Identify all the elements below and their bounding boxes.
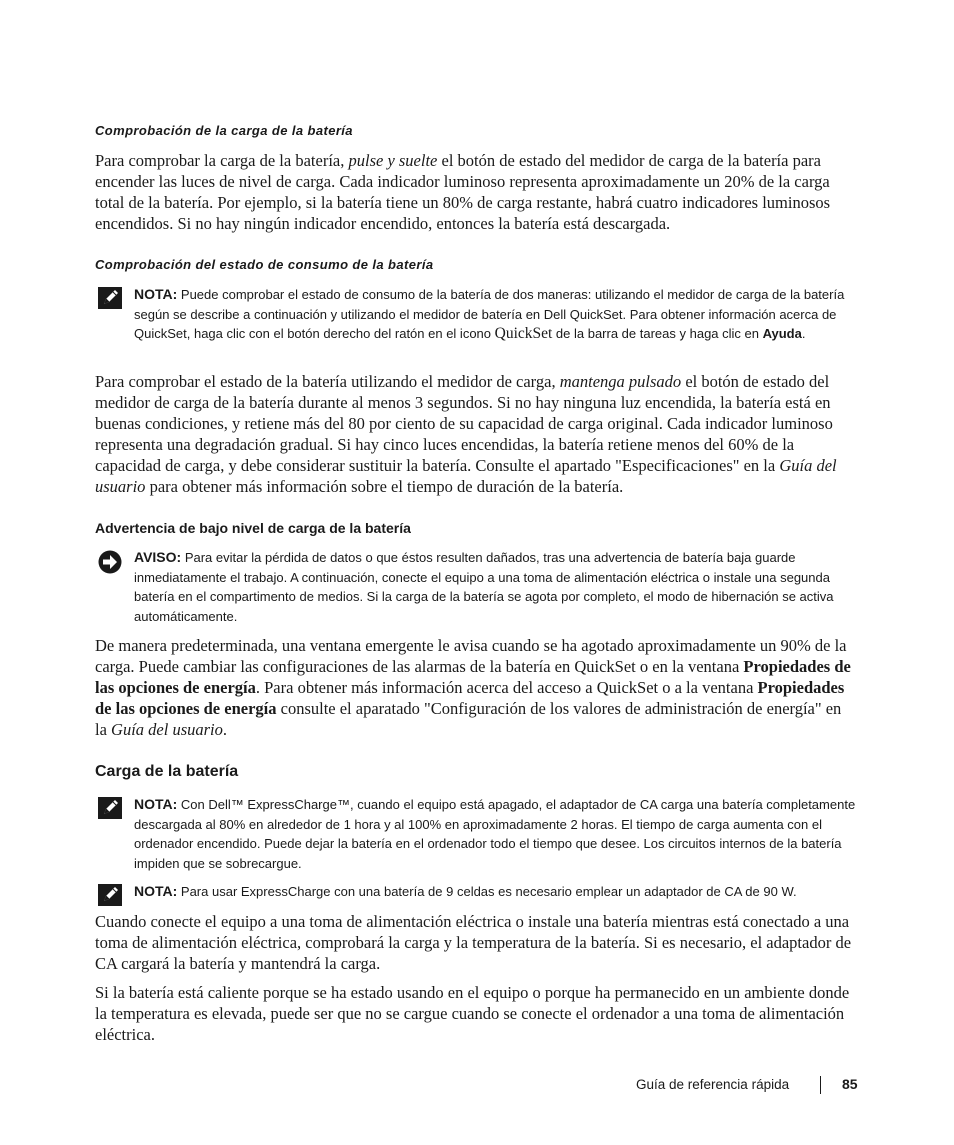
text: .	[222, 720, 228, 739]
note-pencil-icon	[98, 884, 122, 906]
note-box	[95, 285, 857, 365]
section-heading-check-health: Comprobación del estado de consumo de la batería	[95, 257, 434, 272]
emphasis-text: Guía del usuario	[95, 456, 837, 496]
bold-text: Propiedades de las opciones de energía	[95, 678, 845, 718]
bold-text: Propiedades de las opciones de energía	[95, 657, 851, 697]
paragraph-check-health	[95, 371, 857, 497]
note-text	[134, 795, 856, 873]
text: Para comprobar el estado de la batería utilizando el medidor de carga,	[95, 372, 560, 391]
paragraph-low-warning	[95, 635, 857, 740]
quickset-text: QuickSet	[494, 325, 553, 342]
bold-text: Ayuda	[762, 326, 802, 341]
text: Para evitar la pérdida de datos o que éstos resulten dañados, tras una advertencia de batería baja guarde inmediatamente el trabajo. A continuación, conecte el equipo a una toma de alimentación eléctrica o instale una segunda batería en el compartimento de medios. Si la carga de la batería se agota por completo, el modo de hibernación se activa automáticamente.	[134, 550, 834, 624]
notice-arrow-icon	[98, 550, 122, 574]
notice-text	[134, 548, 856, 626]
notice-box	[95, 548, 857, 628]
text: . Para obtener más información acerca del acceso a QuickSet o a la ventana	[255, 678, 758, 697]
text: Para comprobar la carga de la batería,	[95, 151, 349, 170]
note-label: NOTA:	[134, 286, 178, 302]
notice-label: AVISO:	[134, 549, 182, 565]
note-text	[134, 882, 856, 902]
footer-title: Guía de referencia rápida	[636, 1077, 790, 1092]
page-number: 85	[842, 1076, 858, 1092]
text: .	[801, 326, 806, 341]
emphasis-text: mantenga pulsado	[559, 372, 682, 391]
note-pencil-icon	[98, 287, 122, 309]
text: Para usar ExpressCharge con una batería de 9 celdas es necesario emplear un adaptador de CA de 90 W.	[177, 884, 797, 899]
section-heading-low-warning: Advertencia de bajo nivel de carga de la batería	[95, 520, 411, 536]
note-box	[95, 882, 857, 906]
section-heading-charging: Carga de la batería	[95, 763, 239, 780]
text: Puede comprobar el estado de consumo de la batería de dos maneras: utilizando el medidor de carga de la batería según se describe a continuación y utilizando el medidor de batería en Dell QuickSet. Para obtener información acerca de QuickSet, haga clic con el botón derecho del ratón en el icono	[134, 287, 845, 341]
note-box	[95, 795, 857, 875]
text: de la barra de tareas y haga clic en	[552, 326, 763, 341]
emphasis-text: Guía del usuario	[111, 720, 223, 739]
emphasis-text: pulse y suelte	[348, 151, 438, 170]
footer-separator	[820, 1076, 821, 1094]
paragraph-charging-1: Cuando conecte el equipo a una toma de alimentación eléctrica o instale una batería mientras está conectado a una toma de alimentación eléctrica, comprobará la carga y la temperatura de la batería. Si es necesario, el adaptador de CA cargará la batería y mantendrá la carga.	[95, 912, 852, 973]
text: el botón de estado del medidor de carga de la batería durante al menos 3 segundos. Si no hay ninguna luz encendida, la batería está en buenas condiciones, y retiene más del 80 por ciento de su capacidad de carga original. Cada indicador luminoso representa una degradación gradual. Si hay cinco luces encendidas, la batería retiene menos del 60% de la capacidad de carga, y debe considerar sustituir la batería. Consulte el apartado "Especificaciones" en la	[95, 372, 833, 475]
note-label: NOTA:	[134, 883, 178, 899]
paragraph-check-charge	[95, 150, 857, 234]
text: el botón de estado del medidor de carga de la batería para encender las luces de nivel de carga. Cada indicador luminoso representa aproximadamente un 20% de la carga total de la batería. Por ejemplo, si la batería tiene un 80% de carga restante, habrá cuatro indicadores luminosos encendidos. Si no hay ningún indicador encendido, entonces la batería está descargada.	[95, 151, 831, 233]
text: De manera predeterminada, una ventana emergente le avisa cuando se ha agotado aproximadamente un 90% de la carga. Puede cambiar las configuraciones de las alarmas de la batería en QuickSet o en la ventana	[95, 636, 847, 676]
note-pencil-icon	[98, 797, 122, 819]
note-text	[134, 285, 856, 344]
text: consulte el aparatado "Configuración de los valores de administración de energía" en la	[95, 699, 842, 739]
text: para obtener más información sobre el tiempo de duración de la batería.	[145, 477, 624, 496]
text: Con Dell™ ExpressCharge™, cuando el equipo está apagado, el adaptador de CA carga una batería completamente descargada al 80% en alrededor de 1 hora y al 100% en aproximadamente 2 horas. El tiempo de carga aumenta con el ordenador encendido. Puede dejar la batería en el ordenador todo el tiempo que desee. Los circuitos internos de la batería impiden que se sobrecargue.	[134, 797, 856, 871]
paragraph-charging-2: Si la batería está caliente porque se ha estado usando en el equipo o porque ha permanecido en un ambiente donde la temperatura es elevada, puede ser que no se cargue cuando se conecte el ordenador a una toma de alimentación eléctrica.	[95, 983, 850, 1044]
section-heading-check-charge: Comprobación de la carga de la batería	[95, 123, 353, 138]
note-label: NOTA:	[134, 796, 178, 812]
